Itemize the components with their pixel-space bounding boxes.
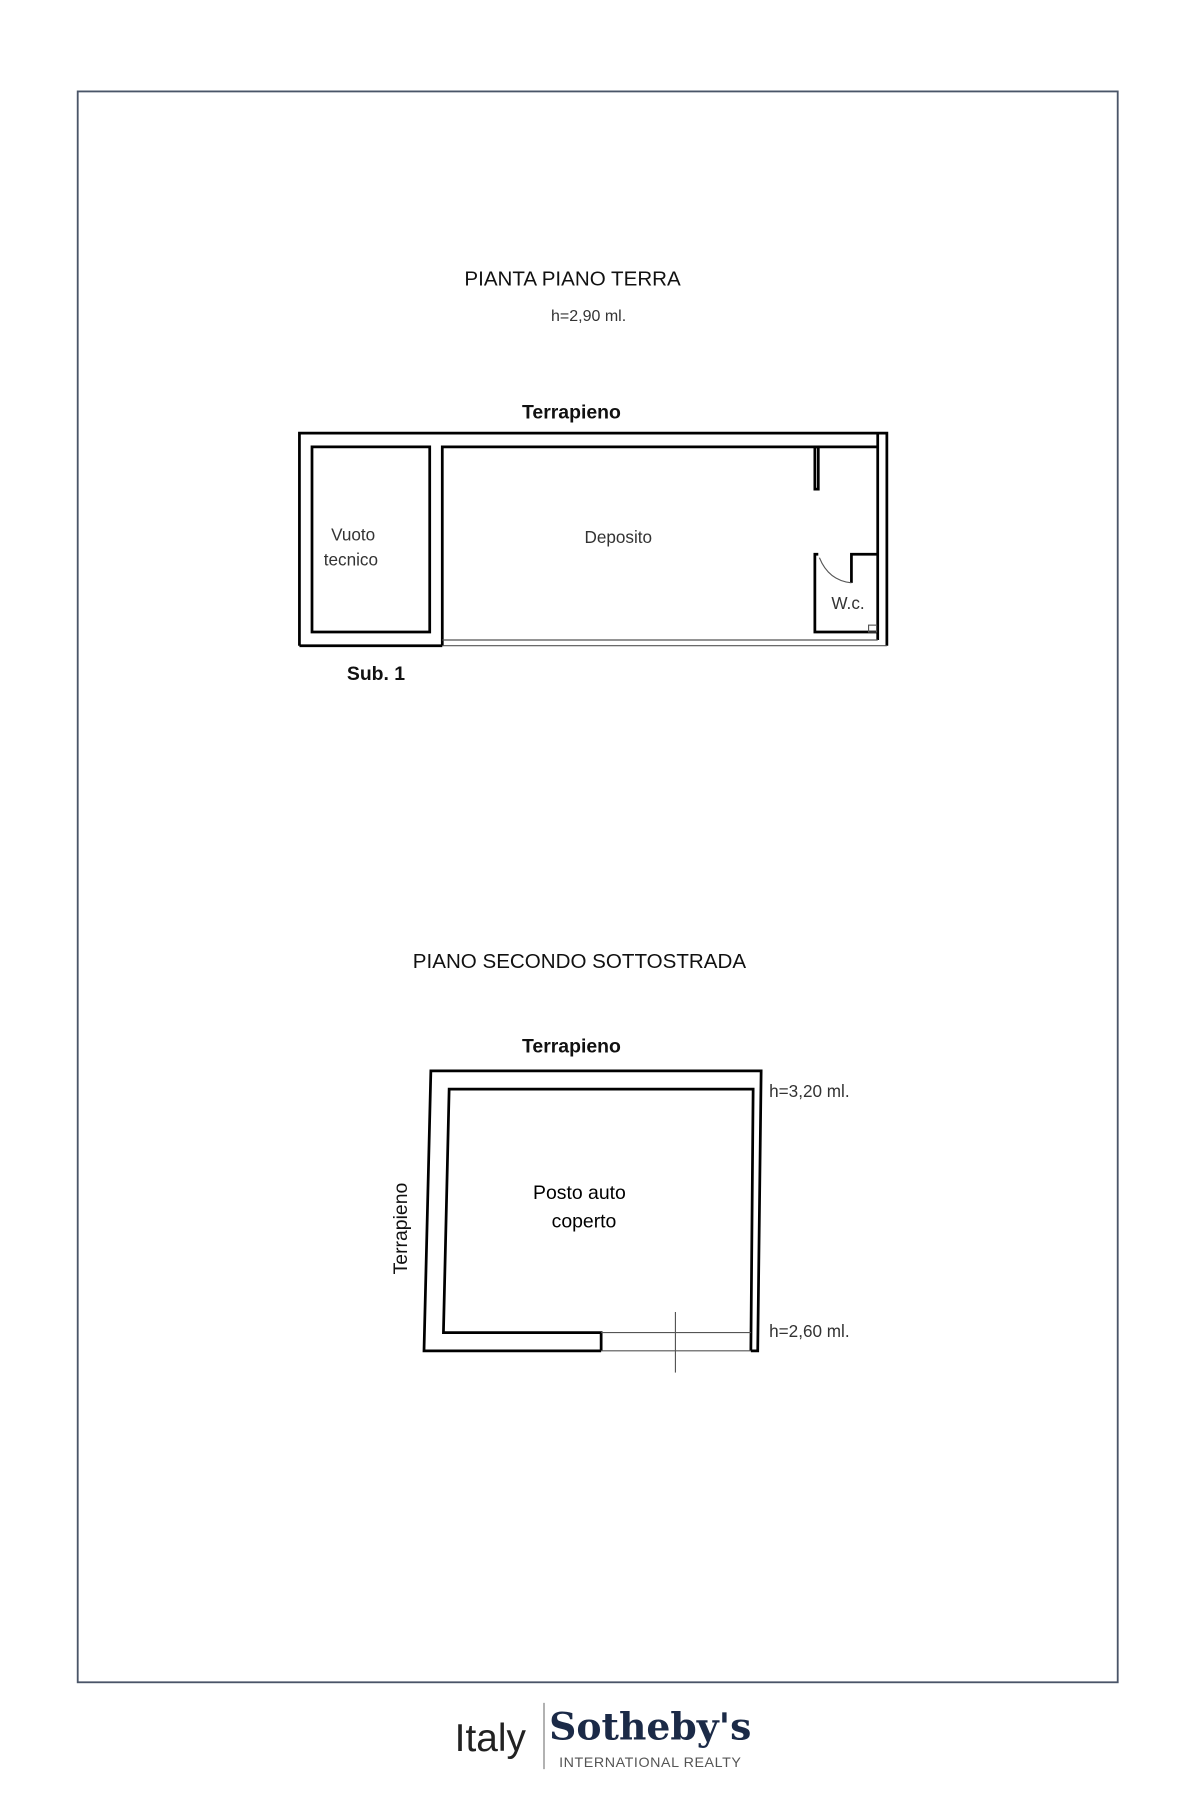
height-bottom-label: h=2,60 ml. <box>769 1321 850 1342</box>
room-label-deposito: Deposito <box>584 526 653 547</box>
room-label-wc: W.c. <box>831 593 865 614</box>
page-frame <box>78 91 1118 1682</box>
logo-brand: Sotheby's <box>549 1704 752 1749</box>
room-label-posto-auto: Posto auto <box>533 1181 626 1204</box>
room-label-vuoto: Vuoto <box>331 524 376 545</box>
second-basement-terrapieno-top: Terrapieno <box>521 1035 621 1058</box>
room-label-coperto: coperto <box>551 1210 617 1233</box>
height-top-label: h=3,20 ml. <box>769 1081 850 1102</box>
sothebys-logo <box>455 1703 752 1771</box>
sub-label: Sub. 1 <box>346 662 406 685</box>
ground-floor-title: PIANTA PIANO TERRA <box>464 267 681 291</box>
logo-region: Italy <box>454 1716 526 1760</box>
logo-brand-sub: INTERNATIONAL REALTY <box>559 1754 742 1771</box>
second-basement-terrapieno-side: Terrapieno <box>389 1182 412 1275</box>
ground-floor-plan <box>299 268 886 685</box>
ground-floor-terrapieno-label: Terrapieno <box>521 401 621 424</box>
second-basement-title: PIANO SECONDO SOTTOSTRADA <box>412 950 747 973</box>
ground-floor-height: h=2,90 ml. <box>550 308 627 326</box>
second-basement-plan <box>390 950 850 1373</box>
room-label-tecnico: tecnico <box>323 549 378 570</box>
